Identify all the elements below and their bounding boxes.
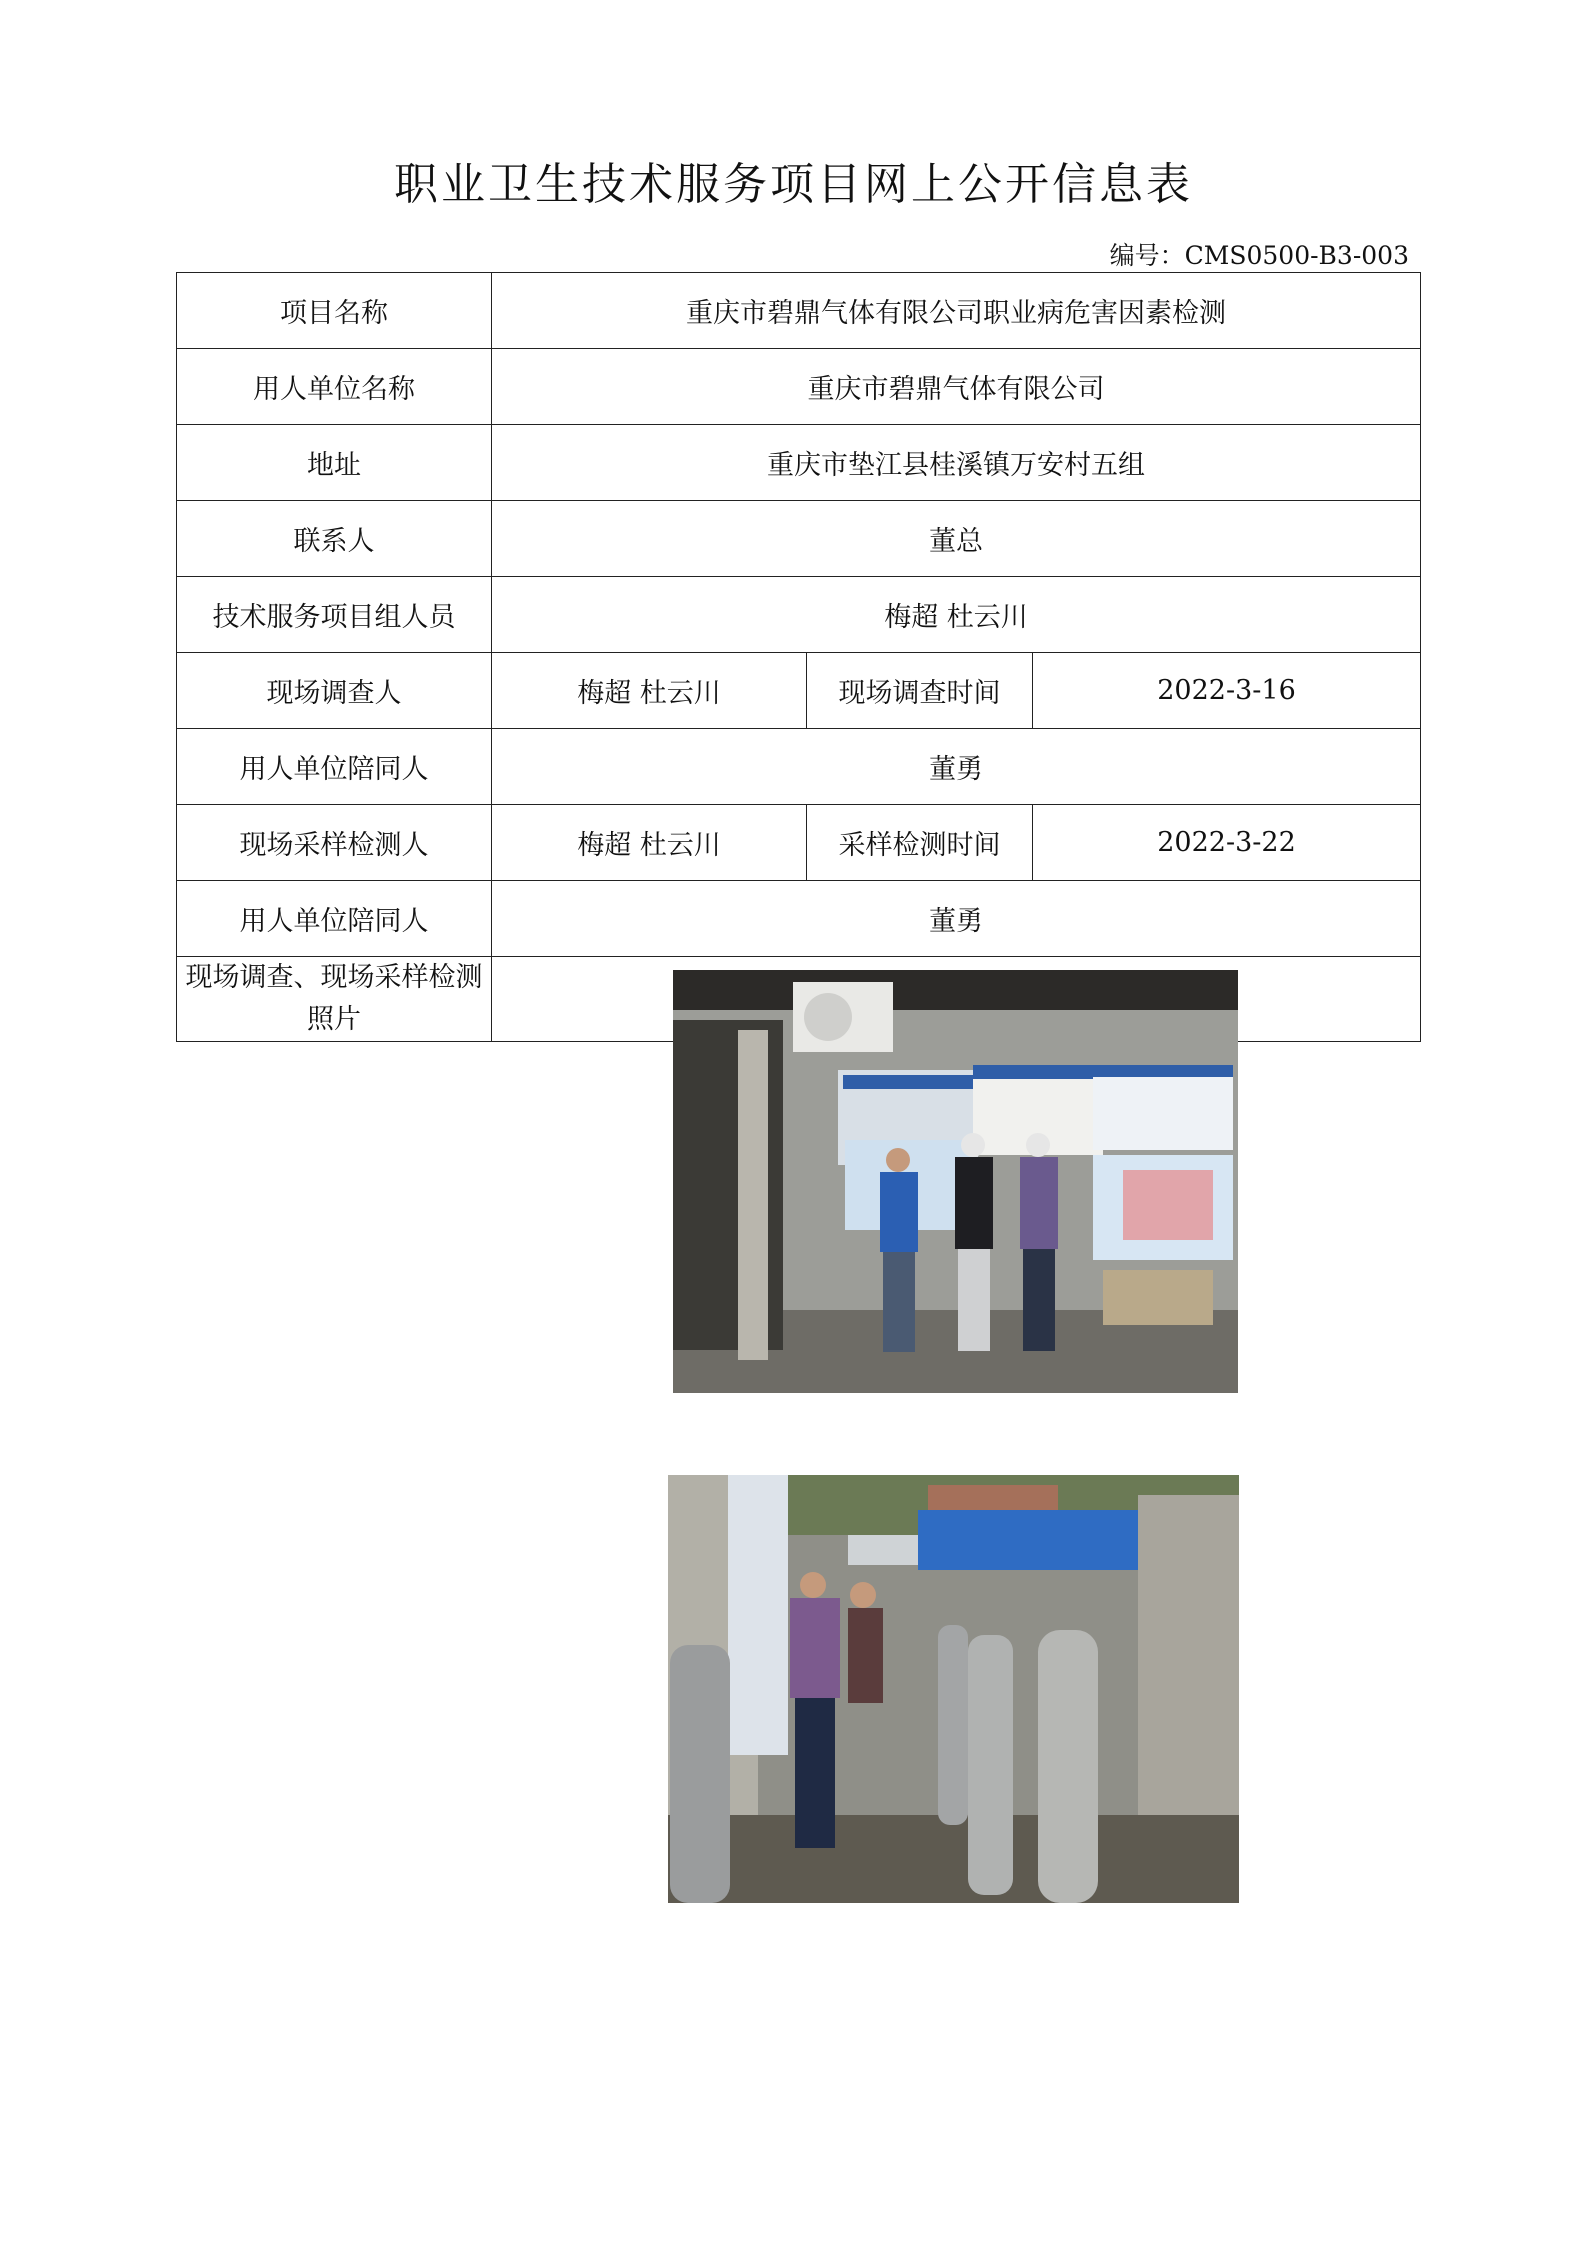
row-project-name <box>177 273 1421 349</box>
value-employer-escort-1: 董勇 <box>492 729 1421 805</box>
site-survey-photo <box>673 970 1238 1393</box>
value-employer-name: 重庆市碧鼎气体有限公司 <box>492 349 1421 425</box>
row-photos <box>177 957 1421 1042</box>
value-sampling: 梅超 杜云川 <box>492 805 807 881</box>
row-employer-escort-2 <box>177 881 1421 957</box>
row-sampling <box>177 805 1421 881</box>
label-sampling: 现场采样检测人 <box>177 805 492 881</box>
value-contact: 董总 <box>492 501 1421 577</box>
info-table <box>176 272 1421 1042</box>
value-sampling-time: 2022-3-22 <box>1033 805 1421 881</box>
label-employer-escort-1: 用人单位陪同人 <box>177 729 492 805</box>
label-employer-name: 用人单位名称 <box>177 349 492 425</box>
label-address: 地址 <box>177 425 492 501</box>
label-employer-escort-2: 用人单位陪同人 <box>177 881 492 957</box>
row-address <box>177 425 1421 501</box>
value-employer-escort-2: 董勇 <box>492 881 1421 957</box>
value-team-members: 梅超 杜云川 <box>492 577 1421 653</box>
label-site-survey: 现场调查人 <box>177 653 492 729</box>
sampling-photo <box>668 1475 1239 1903</box>
row-employer-name <box>177 349 1421 425</box>
row-contact <box>177 501 1421 577</box>
label-site-survey-time: 现场调查时间 <box>807 653 1033 729</box>
row-team-members <box>177 577 1421 653</box>
page-title: 职业卫生技术服务项目网上公开信息表 <box>394 159 1193 210</box>
label-photos: 现场调查、现场采样检测照片 <box>177 957 492 1042</box>
label-team-members: 技术服务项目组人员 <box>177 577 492 653</box>
label-sampling-time: 采样检测时间 <box>807 805 1033 881</box>
value-project-name: 重庆市碧鼎气体有限公司职业病危害因素检测 <box>492 273 1421 349</box>
value-site-survey-time: 2022-3-16 <box>1033 653 1421 729</box>
value-address: 重庆市垫江县桂溪镇万安村五组 <box>492 425 1421 501</box>
row-employer-escort-1 <box>177 729 1421 805</box>
value-site-survey: 梅超 杜云川 <box>492 653 807 729</box>
photos-cell <box>492 957 1421 1042</box>
label-project-name: 项目名称 <box>177 273 492 349</box>
document-number: 编号：CMS0500-B3-003 <box>1109 241 1409 270</box>
label-contact: 联系人 <box>177 501 492 577</box>
row-site-survey <box>177 653 1421 729</box>
